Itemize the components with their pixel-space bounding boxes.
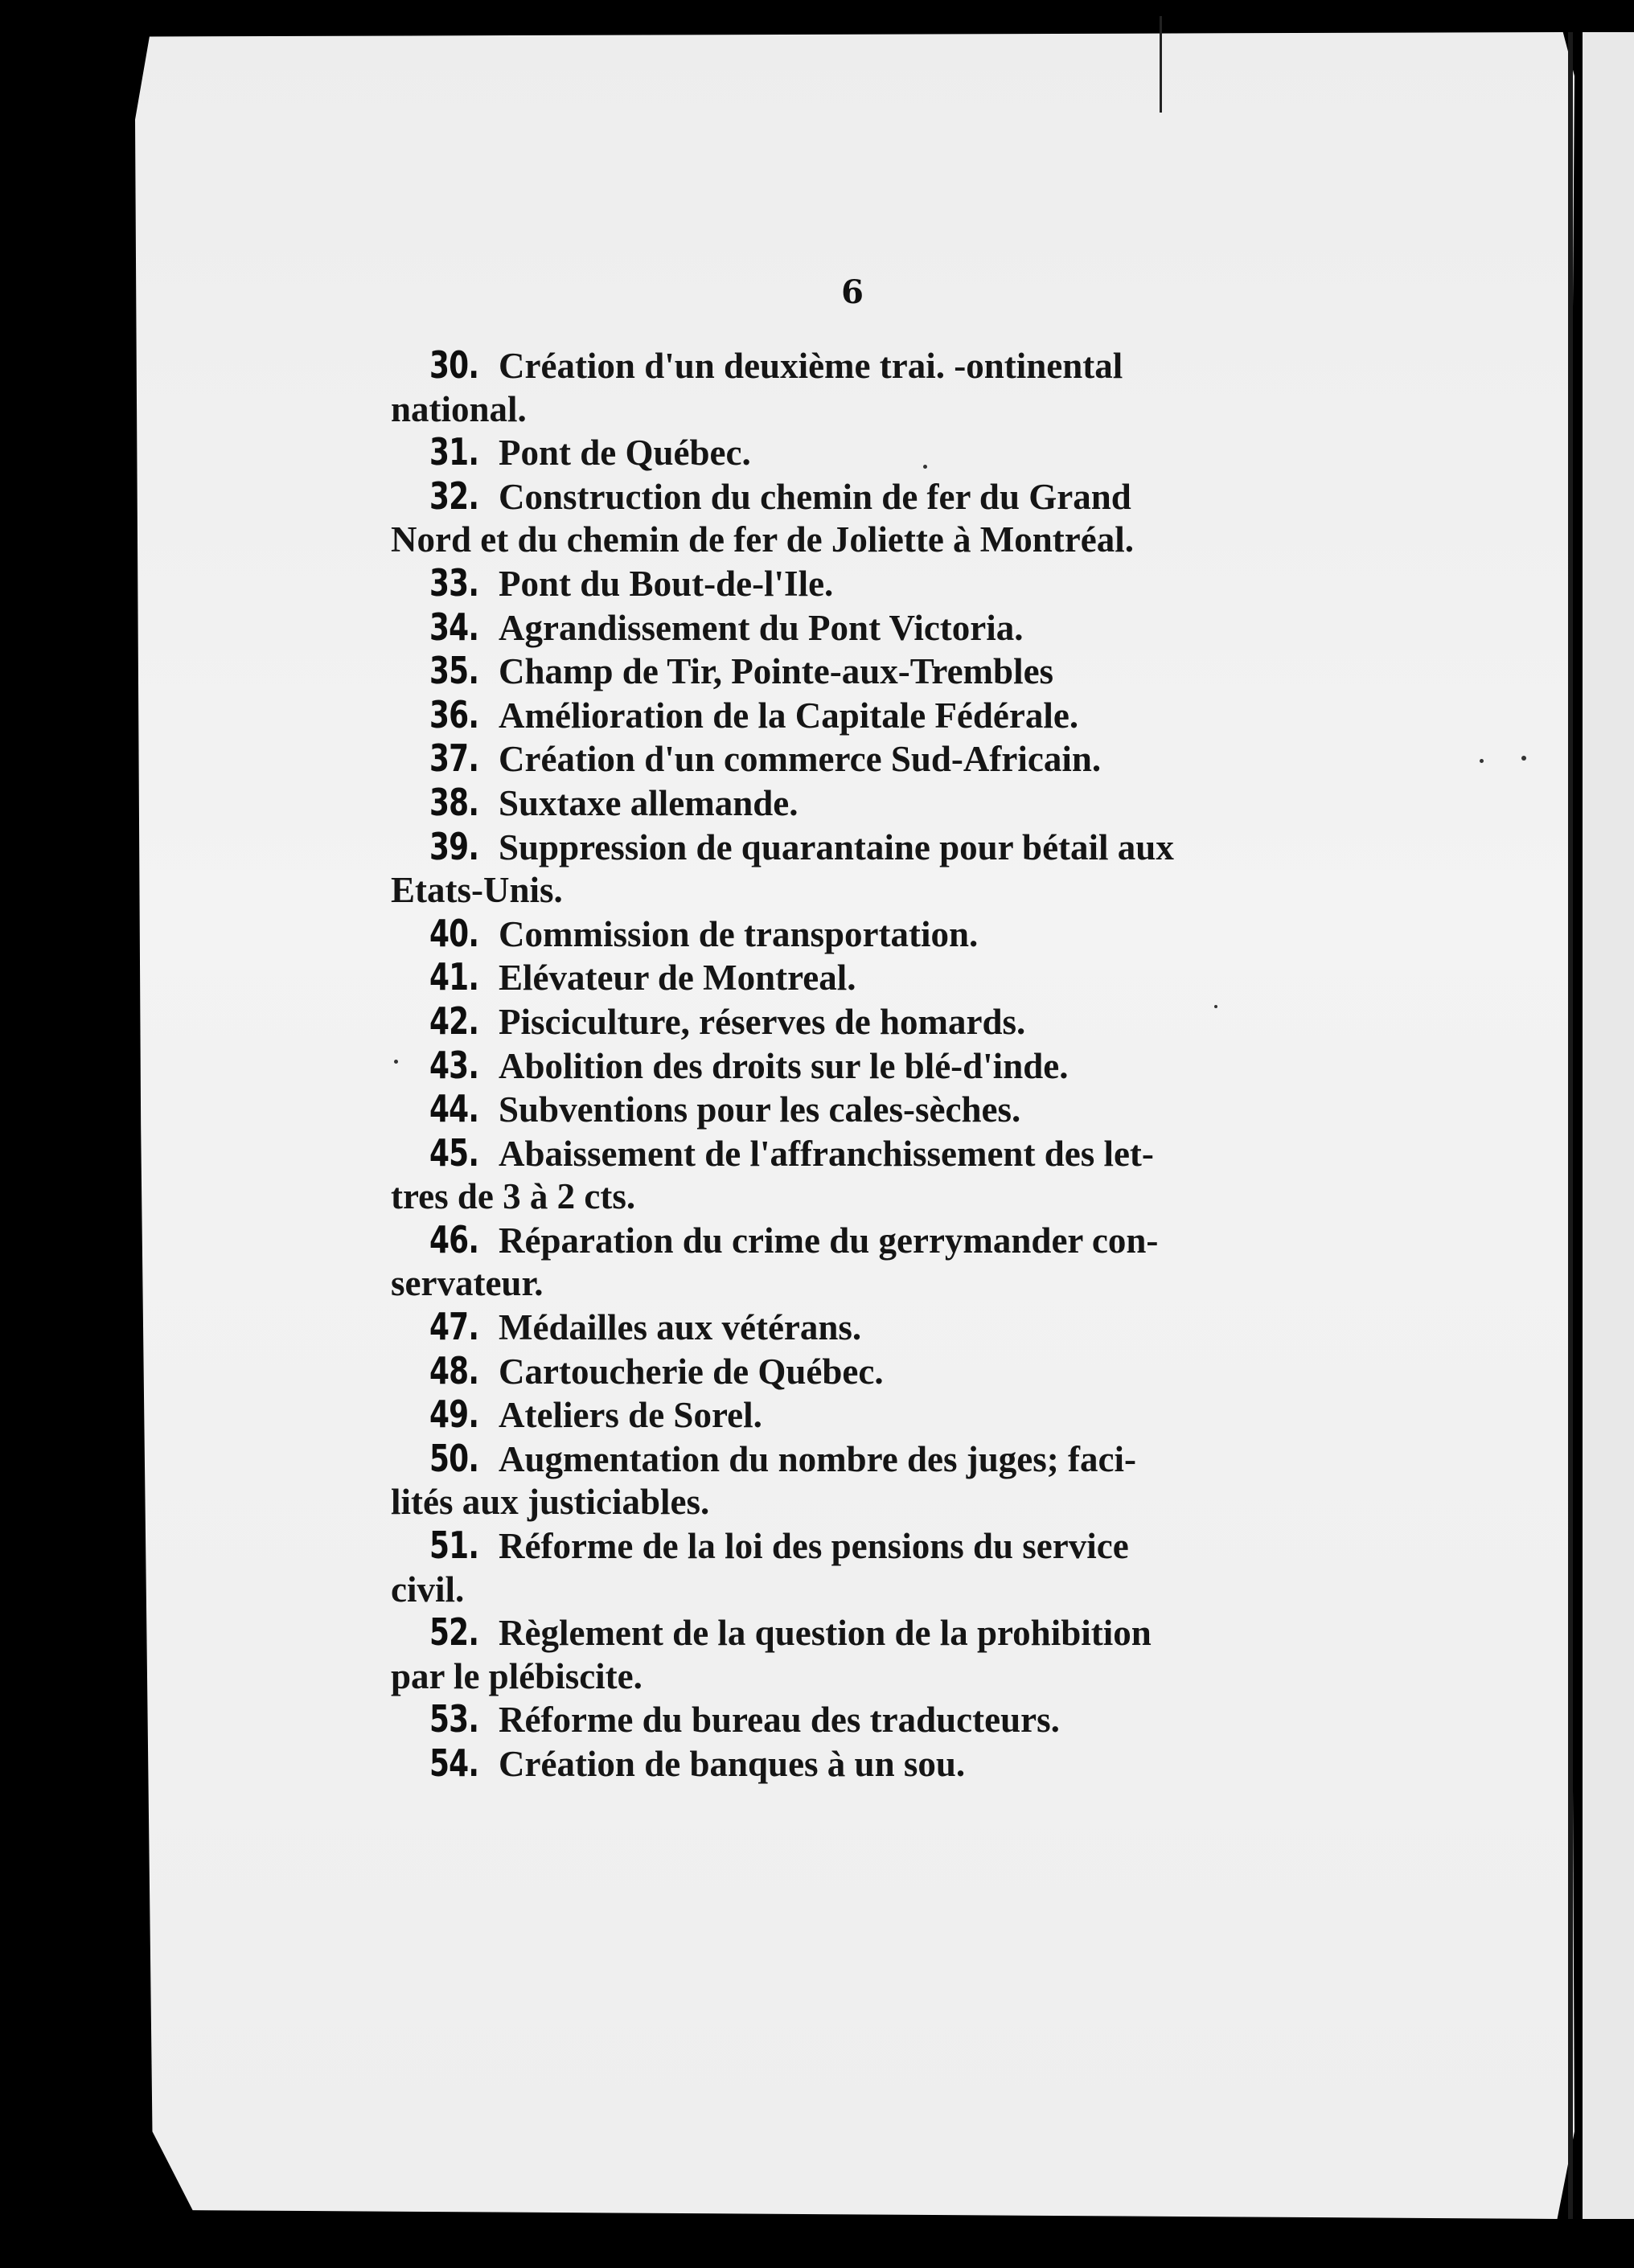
- entry-text: Suppression de quarantaine pour bétail aux: [499, 826, 1174, 867]
- list-item: [391, 1306, 1291, 1350]
- entry-text: Augmentation du nombre des juges; faci-: [499, 1438, 1136, 1479]
- entry-text: Abaissement de l'affranchissement des let-: [499, 1133, 1154, 1174]
- list-item: [391, 956, 1291, 1000]
- entry-number: 52.: [429, 1610, 479, 1655]
- list-item: [391, 694, 1291, 738]
- entry-number: 30.: [429, 343, 479, 387]
- entry-continuation: Etats-Unis.: [391, 870, 563, 911]
- entry-text: Ateliers de Sorel.: [499, 1395, 762, 1436]
- list-item: [391, 826, 1291, 913]
- list-item: [391, 1524, 1291, 1611]
- entry-text: Amélioration de la Capitale Fédérale.: [499, 695, 1079, 736]
- entry-text: Cartoucherie de Québec.: [499, 1351, 884, 1392]
- entry-continuation: tres de 3 à 2 cts.: [391, 1176, 636, 1217]
- list-item: [391, 1742, 1291, 1786]
- fold-mark: [1160, 16, 1162, 113]
- entry-number: 34.: [429, 605, 479, 649]
- entry-text: Suxtaxe allemande.: [499, 782, 799, 823]
- entry-number: 37.: [429, 736, 479, 781]
- list-item: [391, 1044, 1291, 1089]
- entry-number: 51.: [429, 1524, 479, 1568]
- entry-number: 36.: [429, 692, 479, 736]
- list-item: [391, 1437, 1291, 1524]
- entry-number: 47.: [429, 1305, 479, 1349]
- entry-text: Abolition des droits sur le blé-d'inde.: [499, 1045, 1069, 1086]
- entry-number: 54.: [429, 1741, 479, 1785]
- list-item: [391, 606, 1291, 650]
- entry-continuation: civil.: [391, 1569, 465, 1610]
- list-item: [391, 1088, 1291, 1132]
- entry-number: 33.: [429, 560, 479, 605]
- entry-text: Règlement de la question de la prohibition: [499, 1613, 1152, 1654]
- list-item: [391, 1132, 1291, 1219]
- entry-number: 40.: [429, 911, 479, 955]
- list-item: [391, 913, 1291, 957]
- entry-text: Médailles aux vétérans.: [499, 1307, 862, 1348]
- list-item: [391, 1698, 1291, 1742]
- entry-text: Agrandissement du Pont Victoria.: [499, 607, 1024, 648]
- entry-number: 39.: [429, 824, 479, 868]
- list-item: [391, 1219, 1291, 1306]
- entry-text: Pisciculture, réserves de homards.: [499, 1001, 1026, 1042]
- entry-number: 32.: [429, 474, 479, 518]
- entry-text: Réforme de la loi des pensions du service: [499, 1526, 1129, 1567]
- entry-number: 41.: [429, 955, 479, 999]
- entry-text: Création d'un commerce Sud-Africain.: [499, 739, 1102, 780]
- entry-number: 43.: [429, 1043, 479, 1087]
- entry-text: Commission de transportation.: [499, 913, 979, 954]
- entry-number: 44.: [429, 1087, 479, 1131]
- entry-text: Elévateur de Montreal.: [499, 958, 856, 999]
- list-item: [391, 650, 1291, 694]
- list-item: [391, 344, 1291, 431]
- entry-continuation: Nord et du chemin de fer de Joliette à Montréal.: [391, 519, 1134, 560]
- entry-number: 50.: [429, 1436, 479, 1480]
- entry-text: Pont de Québec.: [499, 433, 751, 474]
- entry-number: 31.: [429, 430, 479, 474]
- entry-text: Création de banques à un sou.: [499, 1744, 966, 1784]
- entry-continuation: lités aux justiciables.: [391, 1482, 710, 1523]
- entry-number: 38.: [429, 780, 479, 824]
- entry-number: 49.: [429, 1392, 479, 1437]
- list-item: [391, 1000, 1291, 1044]
- entry-continuation: servateur.: [391, 1263, 544, 1304]
- binding-gutter: [1568, 32, 1573, 2219]
- entry-text: Pont du Bout-de-l'Ile.: [499, 563, 834, 604]
- entry-text: Subventions pour les cales-sèches.: [499, 1089, 1021, 1130]
- list-item: [391, 737, 1291, 781]
- entry-text: Réparation du crime du gerrymander con-: [499, 1220, 1159, 1261]
- dust-speck: [1521, 756, 1526, 761]
- entry-text: Réforme du bureau des traducteurs.: [499, 1700, 1060, 1741]
- adjacent-page-edge: [1583, 32, 1634, 2219]
- entry-number: 45.: [429, 1130, 479, 1175]
- entry-number: 53.: [429, 1697, 479, 1741]
- list-item: [391, 562, 1291, 606]
- entry-number: 48.: [429, 1348, 479, 1392]
- list-item: [391, 781, 1291, 826]
- list-item: [391, 431, 1291, 475]
- page-number: 6: [841, 273, 864, 311]
- entry-number: 35.: [429, 649, 479, 693]
- entry-text: Champ de Tir, Pointe-aux-Trembles: [499, 651, 1054, 692]
- list-item: [391, 475, 1291, 562]
- list-item: [391, 1611, 1291, 1698]
- entry-text: Création d'un deuxième trai. -ontinental: [499, 346, 1123, 386]
- list-item: [391, 1350, 1291, 1394]
- entry-number: 46.: [429, 1217, 479, 1261]
- entry-list: [391, 344, 1291, 1786]
- entry-continuation: par le plébiscite.: [391, 1655, 643, 1696]
- list-item: [391, 1393, 1291, 1437]
- entry-number: 42.: [429, 999, 479, 1043]
- entry-text: Construction du chemin de fer du Grand: [499, 476, 1131, 517]
- dust-speck: [1480, 759, 1484, 763]
- entry-continuation: national.: [391, 388, 527, 429]
